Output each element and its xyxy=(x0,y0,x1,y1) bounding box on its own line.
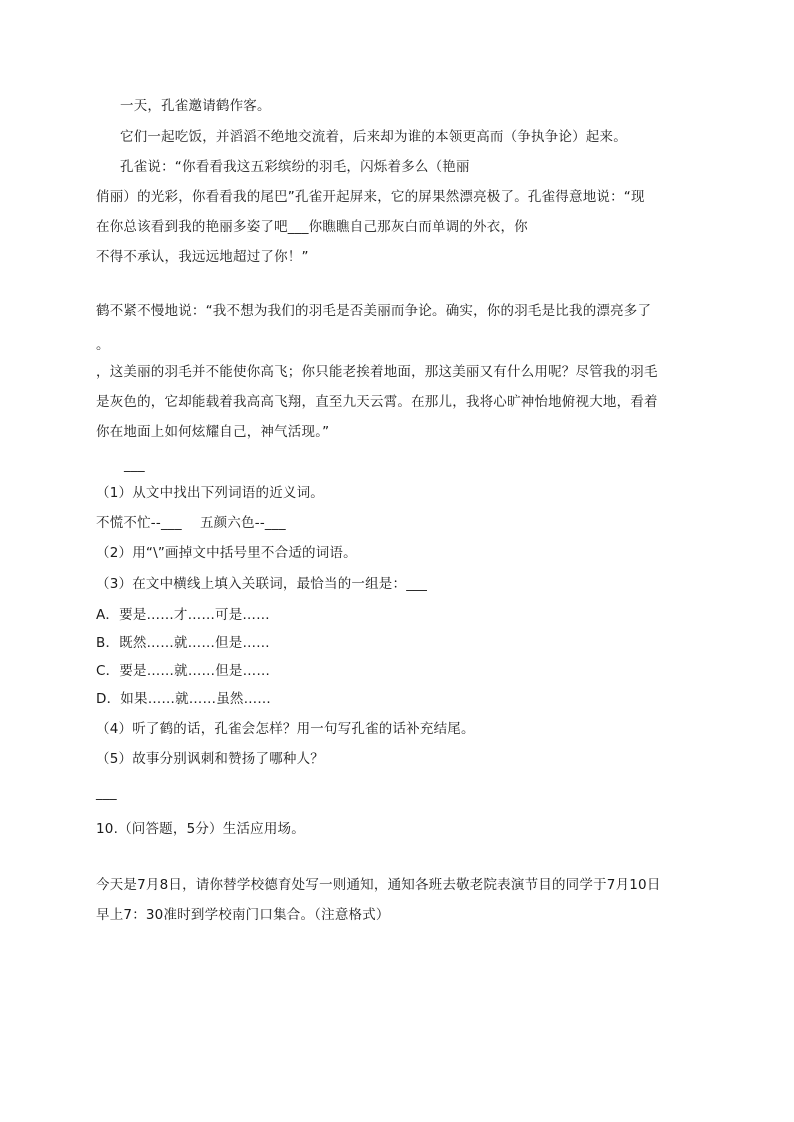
passage-paragraph-3-line-1: 孔雀说：“你看看我这五彩缤纷的羽毛，闪烁着多么（艳丽 xyxy=(120,159,470,175)
passage-paragraph-2: 它们一起吃饭，并滔滔不绝地交流着，后来却为谁的本领更高而（争执争论）起来。 xyxy=(120,129,627,145)
option-b: B．既然……就……但是…… xyxy=(96,635,270,651)
option-c: C．要是……就……但是…… xyxy=(96,663,271,679)
option-a: A．要是……才……可是…… xyxy=(96,607,270,623)
passage-paragraph-3-line-2: 俏丽）的光彩，你看看我的尾巴”孔雀开起屏来，它的屏果然漂亮极了。孔雀得意地说：“现 xyxy=(96,189,645,205)
blank-line: ___ xyxy=(124,457,145,473)
passage-paragraph-3-line-4: 不得不承认，我远远地超过了你！” xyxy=(96,249,309,265)
passage-paragraph-4-line-1: 鹤不紧不慢地说：“我不想为我们的羽毛是否美丽而争论。确实，你的羽毛是比我的漂亮多了 xyxy=(96,303,652,319)
question-1-items: 不慌不忙--___ 五颜六色--___ xyxy=(96,515,286,531)
passage-paragraph-1: 一天，孔雀邀请鹤作客。 xyxy=(120,98,271,114)
answer-line: ___ xyxy=(96,785,117,801)
passage-paragraph-4-line-2: 。 xyxy=(96,337,110,353)
question-4: （4）听了鹤的话，孔雀会怎样？用一句写孔雀的话补充结尾。 xyxy=(96,721,475,737)
question-5: （5）故事分别讽刺和赞扬了哪种人？ xyxy=(96,751,324,767)
passage-paragraph-4-line-4: 是灰色的，它却能载着我高高飞翔，直至九天云霄。在那儿，我将心旷神怡地俯视大地，看着 xyxy=(96,394,658,410)
question-3: （3）在文中横线上填入关联词，最恰当的一组是：___ xyxy=(96,576,428,592)
question-10-heading: 10.（问答题，5分）生活应用场。 xyxy=(96,821,305,837)
question-10-body-line-1: 今天是7月8日，请你替学校德育处写一则通知，通知各班去敬老院表演节目的同学于7月10日 xyxy=(96,877,661,893)
passage-paragraph-3-line-3: 在你总该看到我的艳丽多姿了吧___你瞧瞧自己那灰白而单调的外衣，你 xyxy=(96,219,528,235)
passage-paragraph-4-line-3: ，这美丽的羽毛并不能使你高飞；你只能老挨着地面，那这美丽又有什么用呢？尽管我的羽毛 xyxy=(96,364,658,380)
question-2: （2）用“\”画掉文中括号里不合适的词语。 xyxy=(96,545,357,561)
option-d: D．如果……就……虽然…… xyxy=(96,691,271,707)
question-1: （1）从文中找出下列词语的近义词。 xyxy=(96,485,324,501)
passage-paragraph-4-line-5: 你在地面上如何炫耀自己，神气活现。” xyxy=(96,424,330,440)
question-10-body-line-2: 早上7：30准时到学校南门口集合。（注意格式） xyxy=(96,907,390,923)
